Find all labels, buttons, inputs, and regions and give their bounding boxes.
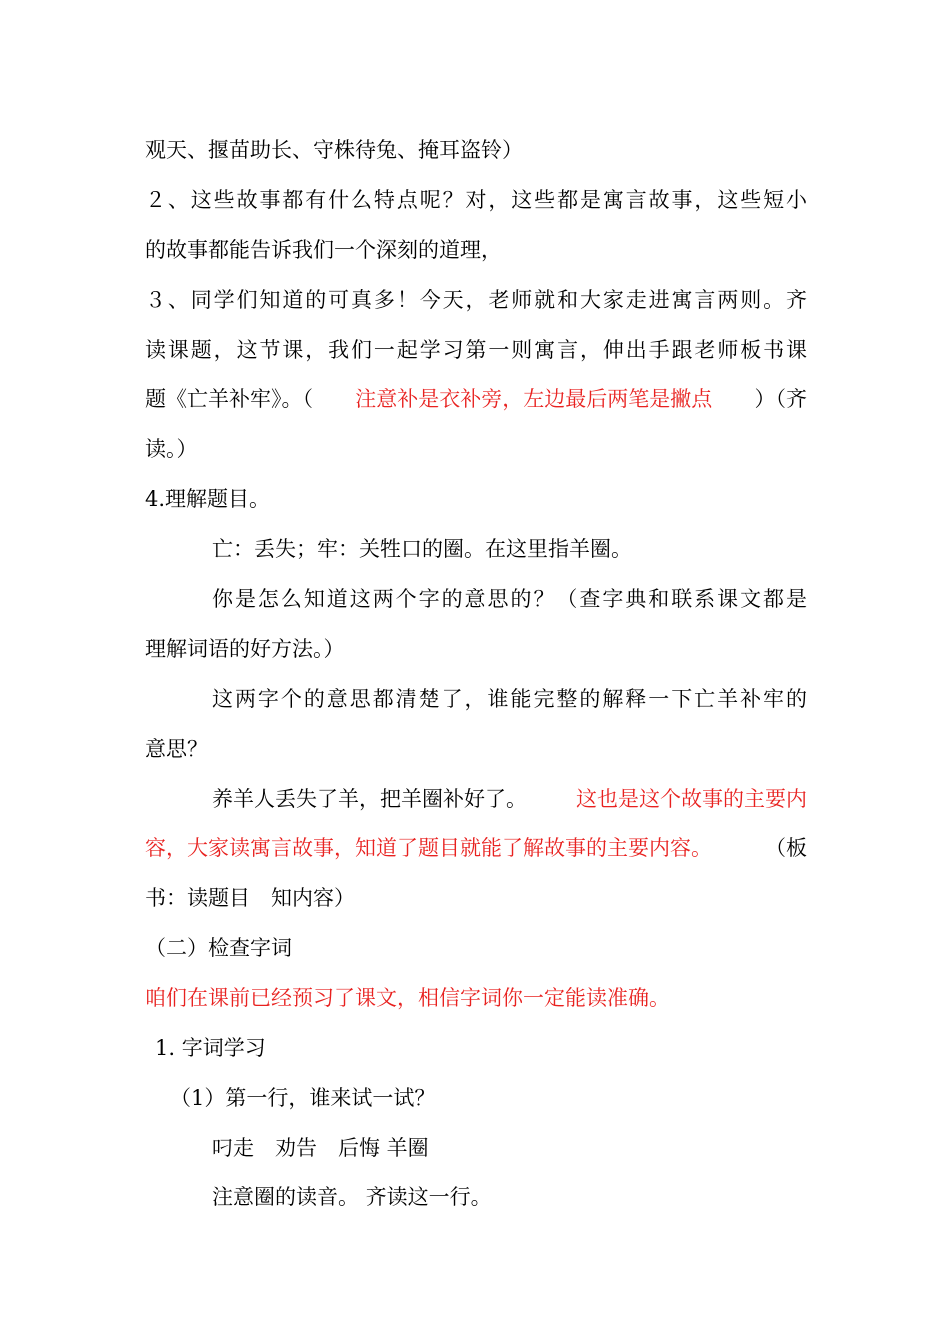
text-line: 读。） [145, 437, 198, 461]
text-line [145, 384, 807, 414]
text-line: 的故事都能告诉我们一个深刻的道理， [145, 238, 502, 262]
text-line: （1）第一行，谁来试一试？ [170, 1086, 436, 1110]
text-line: 读课题，这节课，我们一起学习第一则寓言，伸出手跟老师板书课 [145, 338, 807, 362]
text-line: 观天、揠苗助长、守株待兔、掩耳盗铃） [145, 138, 523, 162]
section-heading: （二）检查字词 [145, 936, 292, 960]
text-segment: （板 [765, 836, 807, 860]
text-line [212, 784, 807, 814]
text-line: 书：读题目 知内容） [145, 886, 355, 910]
highlight-text: 注意补是衣补旁，左边最后两笔是撇点 [355, 387, 713, 411]
text-line: 这两字个的意思都清楚了，谁能完整的解释一下亡羊补牢的 [212, 687, 807, 711]
text-line: 理解词语的好方法。） [145, 637, 345, 661]
text-segment: 题《亡羊补牢》。（ [145, 387, 313, 411]
word-list: 叼走 劝告 后悔 羊圈 [212, 1136, 429, 1160]
highlight-text: 这也是这个故事的主要内 [576, 787, 807, 811]
highlight-text: 咱们在课前已经预习了课文，相信字词你一定能读准确。 [145, 986, 670, 1010]
text-line: 注意圈的读音。 齐读这一行。 [212, 1185, 492, 1209]
text-line [145, 833, 807, 863]
text-line: ２、这些故事都有什么特点呢？对，这些都是寓言故事，这些短小 [145, 188, 807, 212]
section-heading: 4.理解题目。 [145, 487, 271, 511]
text-line: 亡：丢失；牢：关牲口的圈。在这里指羊圈。 [212, 537, 632, 561]
text-segment: 养羊人丢失了羊，把羊圈补好了。 [212, 787, 527, 811]
text-line: ３、同学们知道的可真多！今天，老师就和大家走进寓言两则。齐 [145, 288, 807, 312]
highlight-text: 容，大家读寓言故事，知道了题目就能了解故事的主要内容。 [145, 836, 712, 860]
list-heading: 1. 字词学习 [155, 1036, 266, 1060]
text-line: 意思？ [145, 737, 208, 761]
text-line: 你是怎么知道这两个字的意思的？（查字典和联系课文都是 [212, 587, 807, 611]
text-segment: ）（齐 [754, 387, 807, 411]
